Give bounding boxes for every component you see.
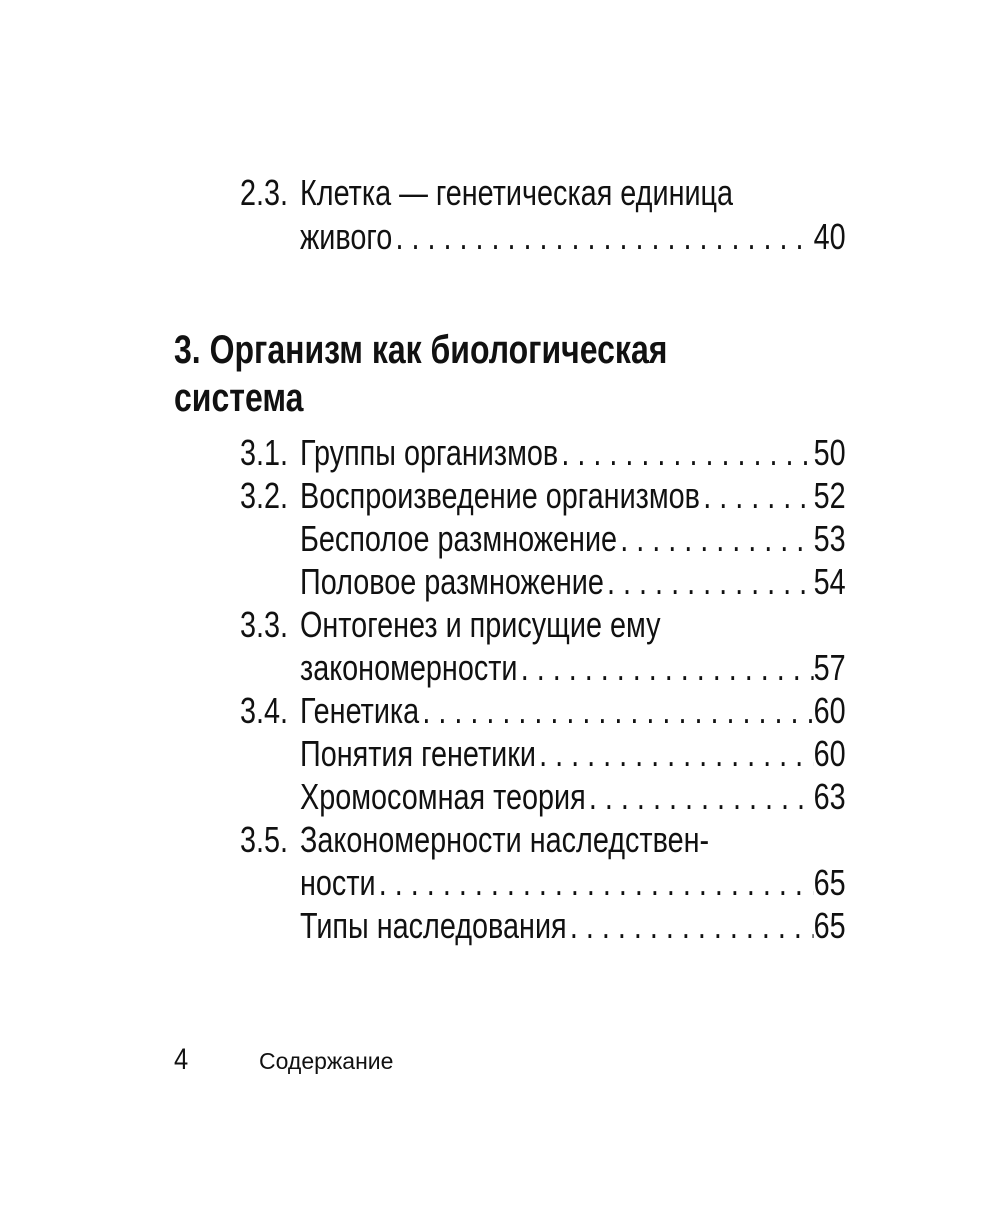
toc-entry-page: 60 [813,690,846,731]
footer-running-title: Содержание [259,1048,394,1074]
toc-entry-title: Генетика [300,690,420,731]
toc-entry-number: 2.3. [240,172,289,213]
toc-entry-number: 3.5. [240,819,289,860]
toc-entry-title: закономерности [300,647,518,688]
toc-leader-dots [567,904,814,948]
toc-entry-number: 3.2. [240,475,289,516]
toc-subentry [240,517,846,561]
toc-entry-3-5 [240,818,768,862]
toc-entry-3-1 [240,431,846,475]
toc-entry-page: 40 [813,216,846,257]
toc-entry-title: Понятия генетики [300,733,536,774]
toc-entry-number: 3.3. [240,604,289,645]
toc-subentry [240,775,846,819]
toc-entry-title: Бесполое размножение [300,518,618,559]
toc-entry-3-4 [240,689,846,733]
toc-entry-2-3 [240,171,768,215]
toc-entry-3-3-cont [240,646,846,690]
toc-entry-page: 65 [813,905,846,946]
toc-subentry [240,560,846,604]
toc-leader-dots [376,861,814,905]
toc-entry-2-3-cont [240,215,846,259]
toc-entry-title: Группы организмов [300,432,559,473]
toc-entry-3-5-cont [240,861,846,905]
toc-entry-number: 3.4. [240,690,289,731]
toc-entry-page: 63 [813,776,846,817]
section-heading-line-1: 3. Организм как биологическая [174,328,668,372]
toc-entry-page: 50 [813,432,846,473]
toc-entry-page: 65 [813,862,846,903]
toc-entry-title: ности [300,862,376,903]
toc-leader-dots [536,732,814,776]
toc-entry-title: Воспроизведение организмов [300,475,700,516]
section-heading-line-2: система [174,376,304,420]
toc-entry-page: 57 [813,647,846,688]
toc-entry-title: живого [300,216,393,257]
toc-entry-3-3 [240,603,768,647]
toc-entry-page: 53 [813,518,846,559]
toc-entry-title: Клетка — генетическая единица [300,172,734,213]
toc-entry-page: 54 [813,561,846,602]
toc-leader-dots [392,215,813,259]
toc-leader-dots [419,689,813,733]
toc-entry-title: Онтогенез и присущие ему [300,604,661,645]
toc-entry-title: Закономерности наследствен- [300,819,710,860]
toc-leader-dots [700,474,814,518]
toc-leader-dots [604,560,814,604]
toc-leader-dots [617,517,813,561]
toc-entry-3-2 [240,474,846,518]
toc-entry-number: 3.1. [240,432,289,473]
footer-page-number: 4 [174,1043,189,1076]
toc-subentry [240,732,846,776]
toc-leader-dots [558,431,813,475]
toc-entry-title: Типы наследования [300,905,567,946]
toc-subentry [240,904,846,948]
toc-leader-dots [586,775,814,819]
toc-entry-title: Половое размножение [300,561,604,602]
toc-entry-page: 52 [813,475,846,516]
toc-leader-dots [518,646,814,690]
toc-entry-page: 60 [813,733,846,774]
toc-entry-title: Хромосомная теория [300,776,586,817]
